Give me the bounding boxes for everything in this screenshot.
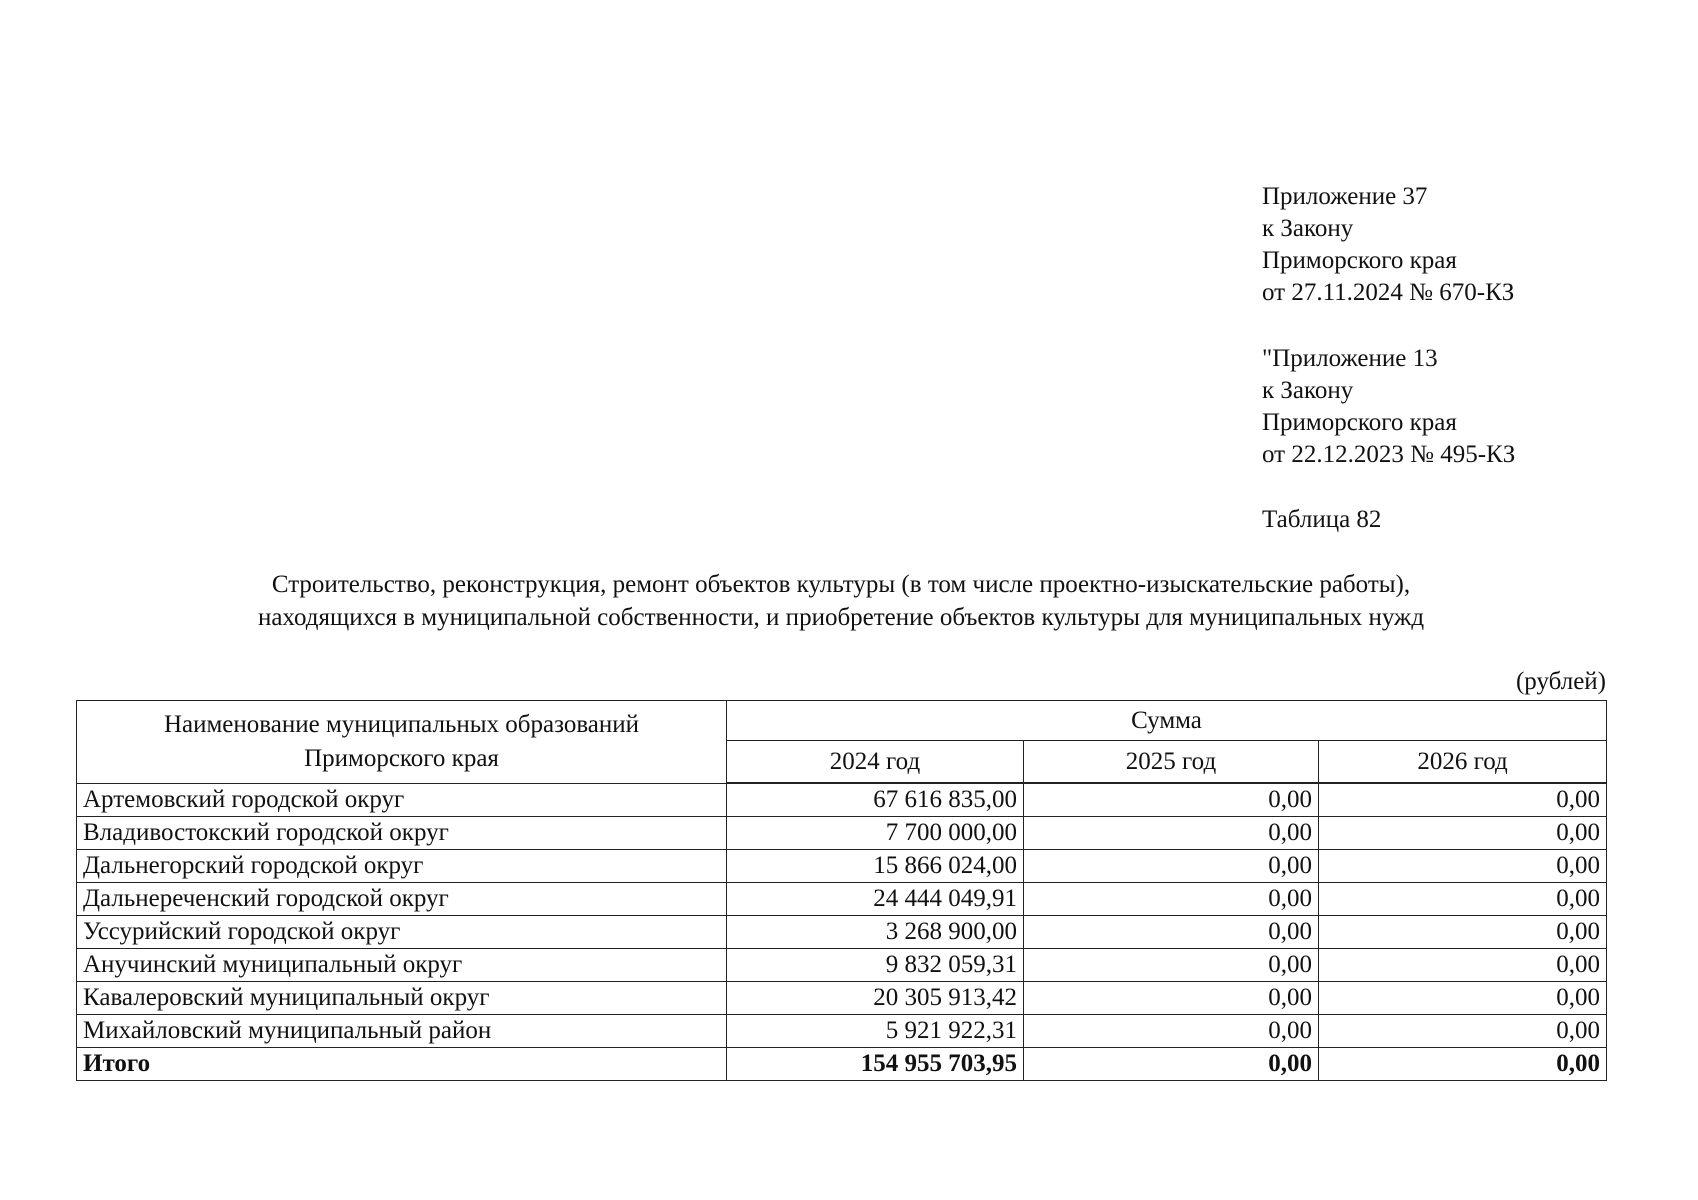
total-amount-2025: 0,00: [1024, 1048, 1319, 1081]
table-row: [77, 982, 1607, 1015]
table-row: [77, 883, 1607, 916]
row-amount-2026: 0,00: [1319, 982, 1607, 1015]
row-amount-2025: 0,00: [1024, 850, 1319, 883]
row-amount-2026: 0,00: [1319, 783, 1607, 817]
table-row: [77, 850, 1607, 883]
appendix-line: от 27.11.2024 № 670-КЗ: [1262, 279, 1515, 306]
header-year-2024: 2024 год: [727, 741, 1024, 784]
row-municipality: Уссурийский городской округ: [77, 916, 727, 949]
appendix-line: "Приложение 13: [1262, 345, 1438, 372]
row-amount-2024: 7 700 000,00: [727, 817, 1024, 850]
title-line: находящихся в муниципальной собственности, и приобретение объектов культуры для муниципальных нужд: [257, 604, 1425, 631]
row-amount-2024: 9 832 059,31: [727, 949, 1024, 982]
row-amount-2025: 0,00: [1024, 817, 1319, 850]
row-amount-2025: 0,00: [1024, 883, 1319, 916]
title-line: Строительство, реконструкция, ремонт объектов культуры (в том числе проектно-изыскательские работы),: [271, 571, 1411, 598]
row-municipality: Михайловский муниципальный район: [77, 1015, 727, 1048]
total-label: Итого: [77, 1048, 727, 1081]
total-amount-2026: 0,00: [1319, 1048, 1607, 1081]
row-amount-2026: 0,00: [1319, 1015, 1607, 1048]
row-amount-2025: 0,00: [1024, 783, 1319, 817]
row-municipality: Артемовский городской округ: [77, 783, 727, 817]
appendix-line: Приложение 37: [1262, 183, 1428, 210]
budget-table: [76, 700, 1607, 1081]
row-amount-2026: 0,00: [1319, 883, 1607, 916]
header-municipality: [77, 701, 727, 784]
row-amount-2025: 0,00: [1024, 1015, 1319, 1048]
header-name-line: Приморского края: [304, 744, 499, 772]
unit-label: (рублей): [1515, 668, 1606, 695]
row-amount-2026: 0,00: [1319, 850, 1607, 883]
row-municipality: Анучинский муниципальный округ: [77, 949, 727, 982]
row-amount-2024: 15 866 024,00: [727, 850, 1024, 883]
appendix-line: к Закону: [1262, 377, 1354, 404]
appendix-line: к Закону: [1262, 215, 1354, 242]
table-row: [77, 817, 1607, 850]
row-amount-2026: 0,00: [1319, 916, 1607, 949]
header-year-2025: 2025 год: [1024, 741, 1319, 784]
row-amount-2026: 0,00: [1319, 949, 1607, 982]
appendix-line: Приморского края: [1262, 409, 1457, 436]
appendix-amended-law: [1262, 343, 1515, 471]
row-amount-2025: 0,00: [1024, 916, 1319, 949]
total-amount-2024: 154 955 703,95: [727, 1048, 1024, 1081]
header-name-line: Наименование муниципальных образований: [163, 710, 640, 738]
row-municipality: Кавалеровский муниципальный округ: [77, 982, 727, 1015]
appendix-current-law: [1262, 181, 1514, 309]
table-row: [77, 783, 1607, 817]
row-amount-2024: 67 616 835,00: [727, 783, 1024, 817]
row-amount-2024: 20 305 913,42: [727, 982, 1024, 1015]
row-amount-2024: 24 444 049,91: [727, 883, 1024, 916]
total-row: [77, 1048, 1607, 1081]
table-number: Таблица 82: [1262, 506, 1382, 533]
row-amount-2024: 5 921 922,31: [727, 1015, 1024, 1048]
row-amount-2025: 0,00: [1024, 982, 1319, 1015]
header-year-2026: 2026 год: [1319, 741, 1607, 784]
row-amount-2026: 0,00: [1319, 817, 1607, 850]
row-municipality: Дальнереченский городской округ: [77, 883, 727, 916]
table-row: [77, 1015, 1607, 1048]
table-row: [77, 916, 1607, 949]
row-amount-2024: 3 268 900,00: [727, 916, 1024, 949]
appendix-line: Приморского края: [1262, 247, 1457, 274]
appendix-line: от 22.12.2023 № 495-КЗ: [1262, 441, 1516, 468]
table-row: [77, 949, 1607, 982]
row-municipality: Дальнегорский городской округ: [77, 850, 727, 883]
document-title: [76, 568, 1606, 634]
row-municipality: Владивостокский городской округ: [77, 817, 727, 850]
row-amount-2025: 0,00: [1024, 949, 1319, 982]
header-sum: Сумма: [727, 701, 1607, 741]
